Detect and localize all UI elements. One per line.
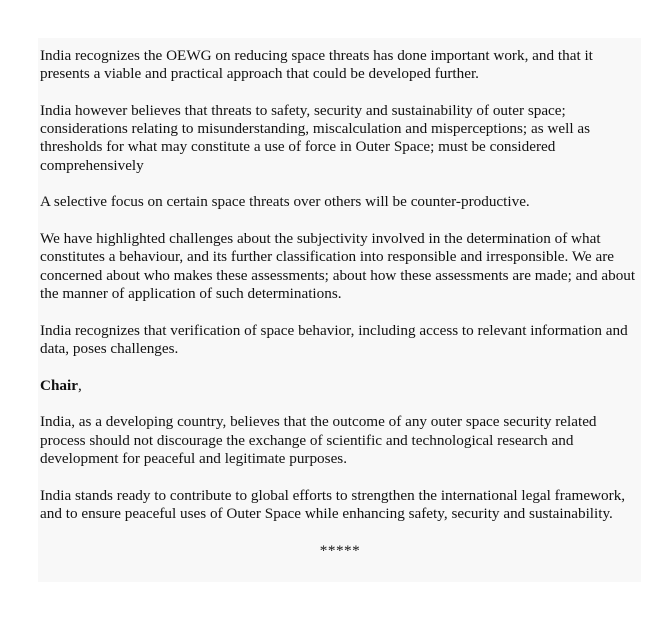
paragraph-ready-to-contribute: India stands ready to contribute to global efforts to strengthen the international legal framework, and to ensure peaceful uses of Outer Space while enhancing safety, security and sustainability. bbox=[40, 486, 626, 522]
paragraph-oewg-recognition: India recognizes the OEWG on reducing space threats has done important work, and that it presents a viable and practical approach that could be developed further. bbox=[40, 47, 593, 83]
paragraph-subjectivity-challenges: We have highlighted challenges about the subjectivity involved in the determination of what constitutes a behaviour, and its further classification into responsible and irresponsible. We are concerned about who makes these assessments; about how these assessments are made; and about the manner of application of such determinations. bbox=[40, 230, 636, 302]
chair-address-name: Chair bbox=[40, 376, 78, 394]
paragraph-developing-country: India, as a developing country, believes that the outcome of any outer space security related process should not discourage the exchange of scientific and technological research and development for peaceful and legitimate purposes. bbox=[40, 413, 597, 467]
end-mark: ***** bbox=[319, 541, 361, 559]
document-body bbox=[40, 47, 640, 560]
paragraph-selective-focus: A selective focus on certain space threats over others will be counter-productive. bbox=[40, 193, 530, 211]
paragraph-verification-challenges: India recognizes that verification of space behavior, including access to relevant information and data, poses challenges. bbox=[40, 321, 628, 357]
chair-address-punct: , bbox=[77, 376, 82, 394]
paragraph-threats-consideration: India however believes that threats to safety, security and sustainability of outer space; considerations relating to misunderstanding, miscalculation and misperceptions; as well as thresholds for what may constitute a use of force in Outer Space; must be considered comprehensively bbox=[40, 102, 590, 174]
chair-address bbox=[40, 377, 640, 395]
